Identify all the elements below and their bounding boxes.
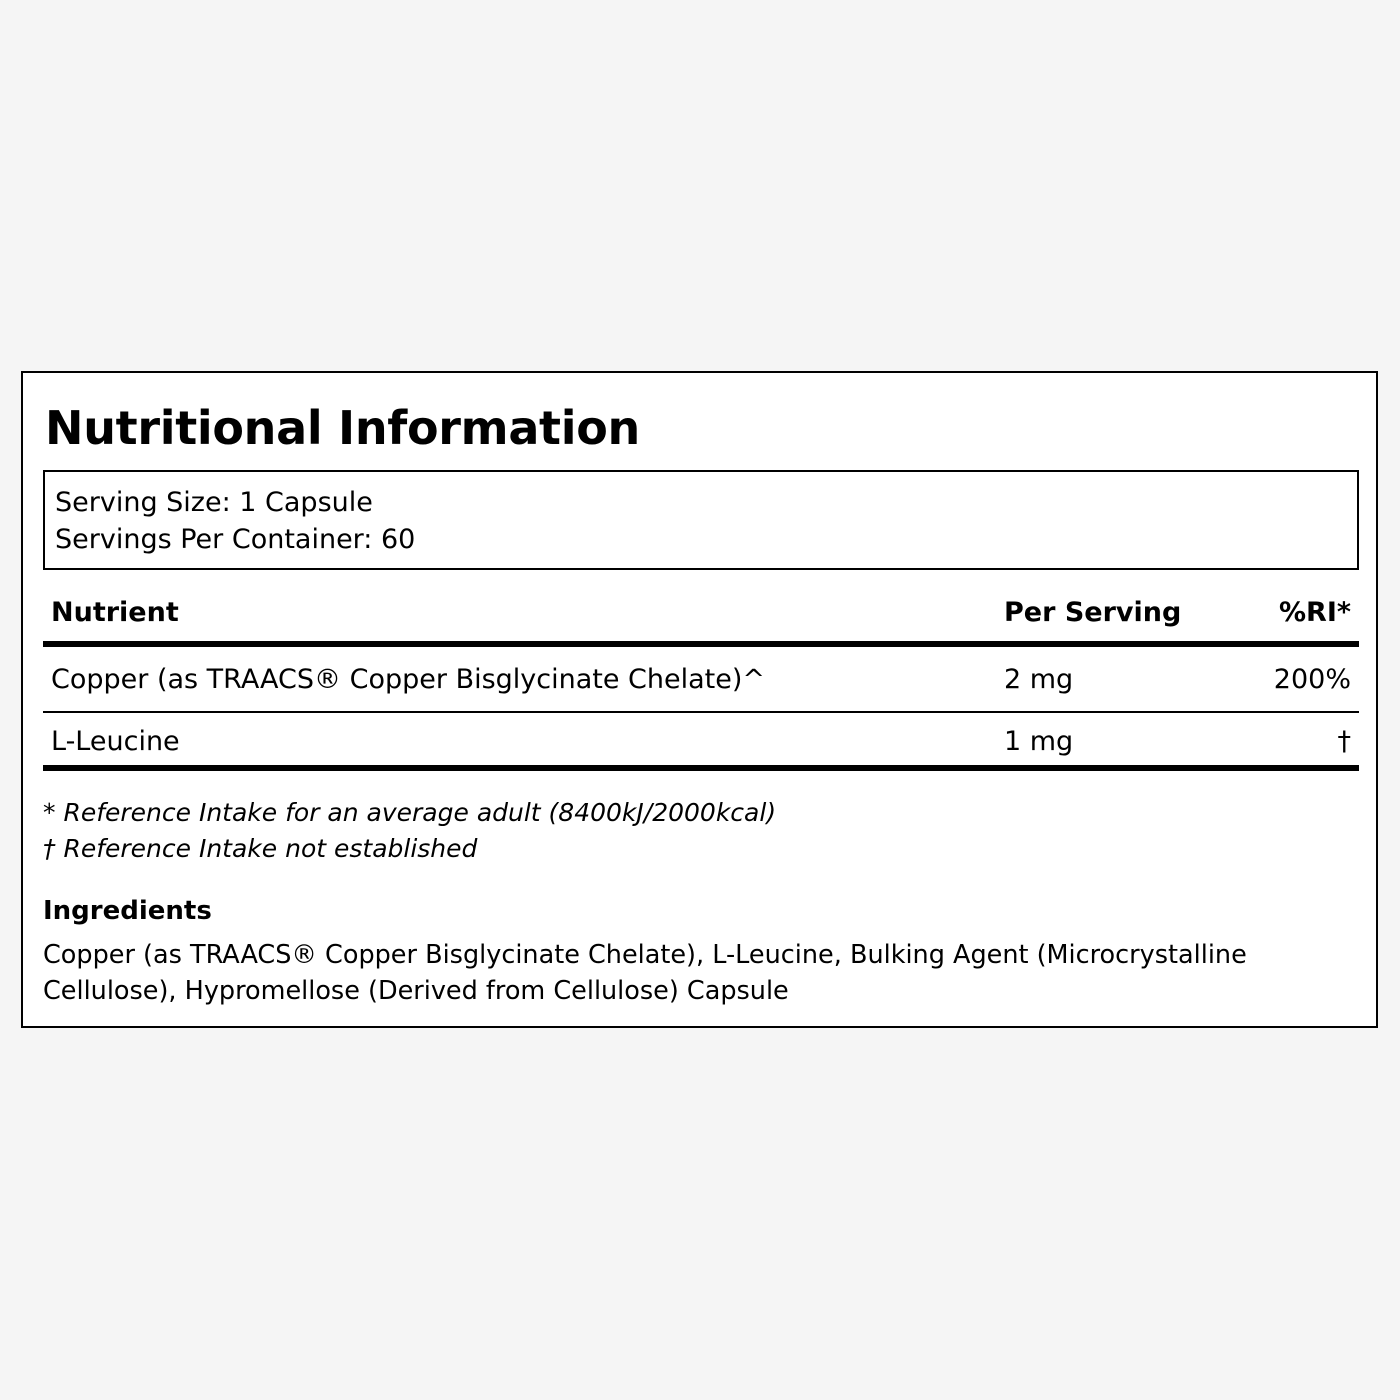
nutrient-ri: † bbox=[1337, 726, 1351, 757]
footnote-reference-intake: * Reference Intake for an average adult (8400kJ/2000kcal) bbox=[43, 798, 777, 827]
ingredients-heading: Ingredients bbox=[43, 896, 212, 926]
footnotes bbox=[43, 795, 1359, 867]
table-header-row bbox=[43, 585, 1359, 647]
footnote-not-established: † Reference Intake not established bbox=[43, 834, 478, 863]
panel-title: Nutritional Information bbox=[45, 401, 640, 455]
nutrition-panel bbox=[21, 371, 1378, 1028]
serving-size: Serving Size: 1 Capsule bbox=[55, 487, 373, 518]
header-nutrient: Nutrient bbox=[51, 597, 179, 628]
ingredients-text: Copper (as TRAACS® Copper Bisglycinate Chelate), L-Leucine, Bulking Agent (Microcrystalline Cellulose), Hypromellose (Derived from Cellulose) Capsule bbox=[43, 940, 1247, 1006]
nutrient-amount: 1 mg bbox=[1004, 726, 1074, 757]
table-row bbox=[43, 647, 1359, 713]
nutrient-amount: 2 mg bbox=[1004, 664, 1074, 695]
serving-info-box bbox=[43, 470, 1359, 570]
header-per-serving: Per Serving bbox=[1004, 597, 1182, 628]
nutrient-name: L-Leucine bbox=[51, 726, 180, 757]
nutrient-name: Copper (as TRAACS® Copper Bisglycinate Chelate)^ bbox=[51, 664, 766, 695]
table-row bbox=[43, 713, 1359, 771]
nutrient-ri: 200% bbox=[1273, 664, 1351, 695]
header-ri: %RI* bbox=[1278, 597, 1351, 628]
nutrient-table bbox=[43, 585, 1359, 771]
servings-per-container: Servings Per Container: 60 bbox=[55, 524, 416, 555]
